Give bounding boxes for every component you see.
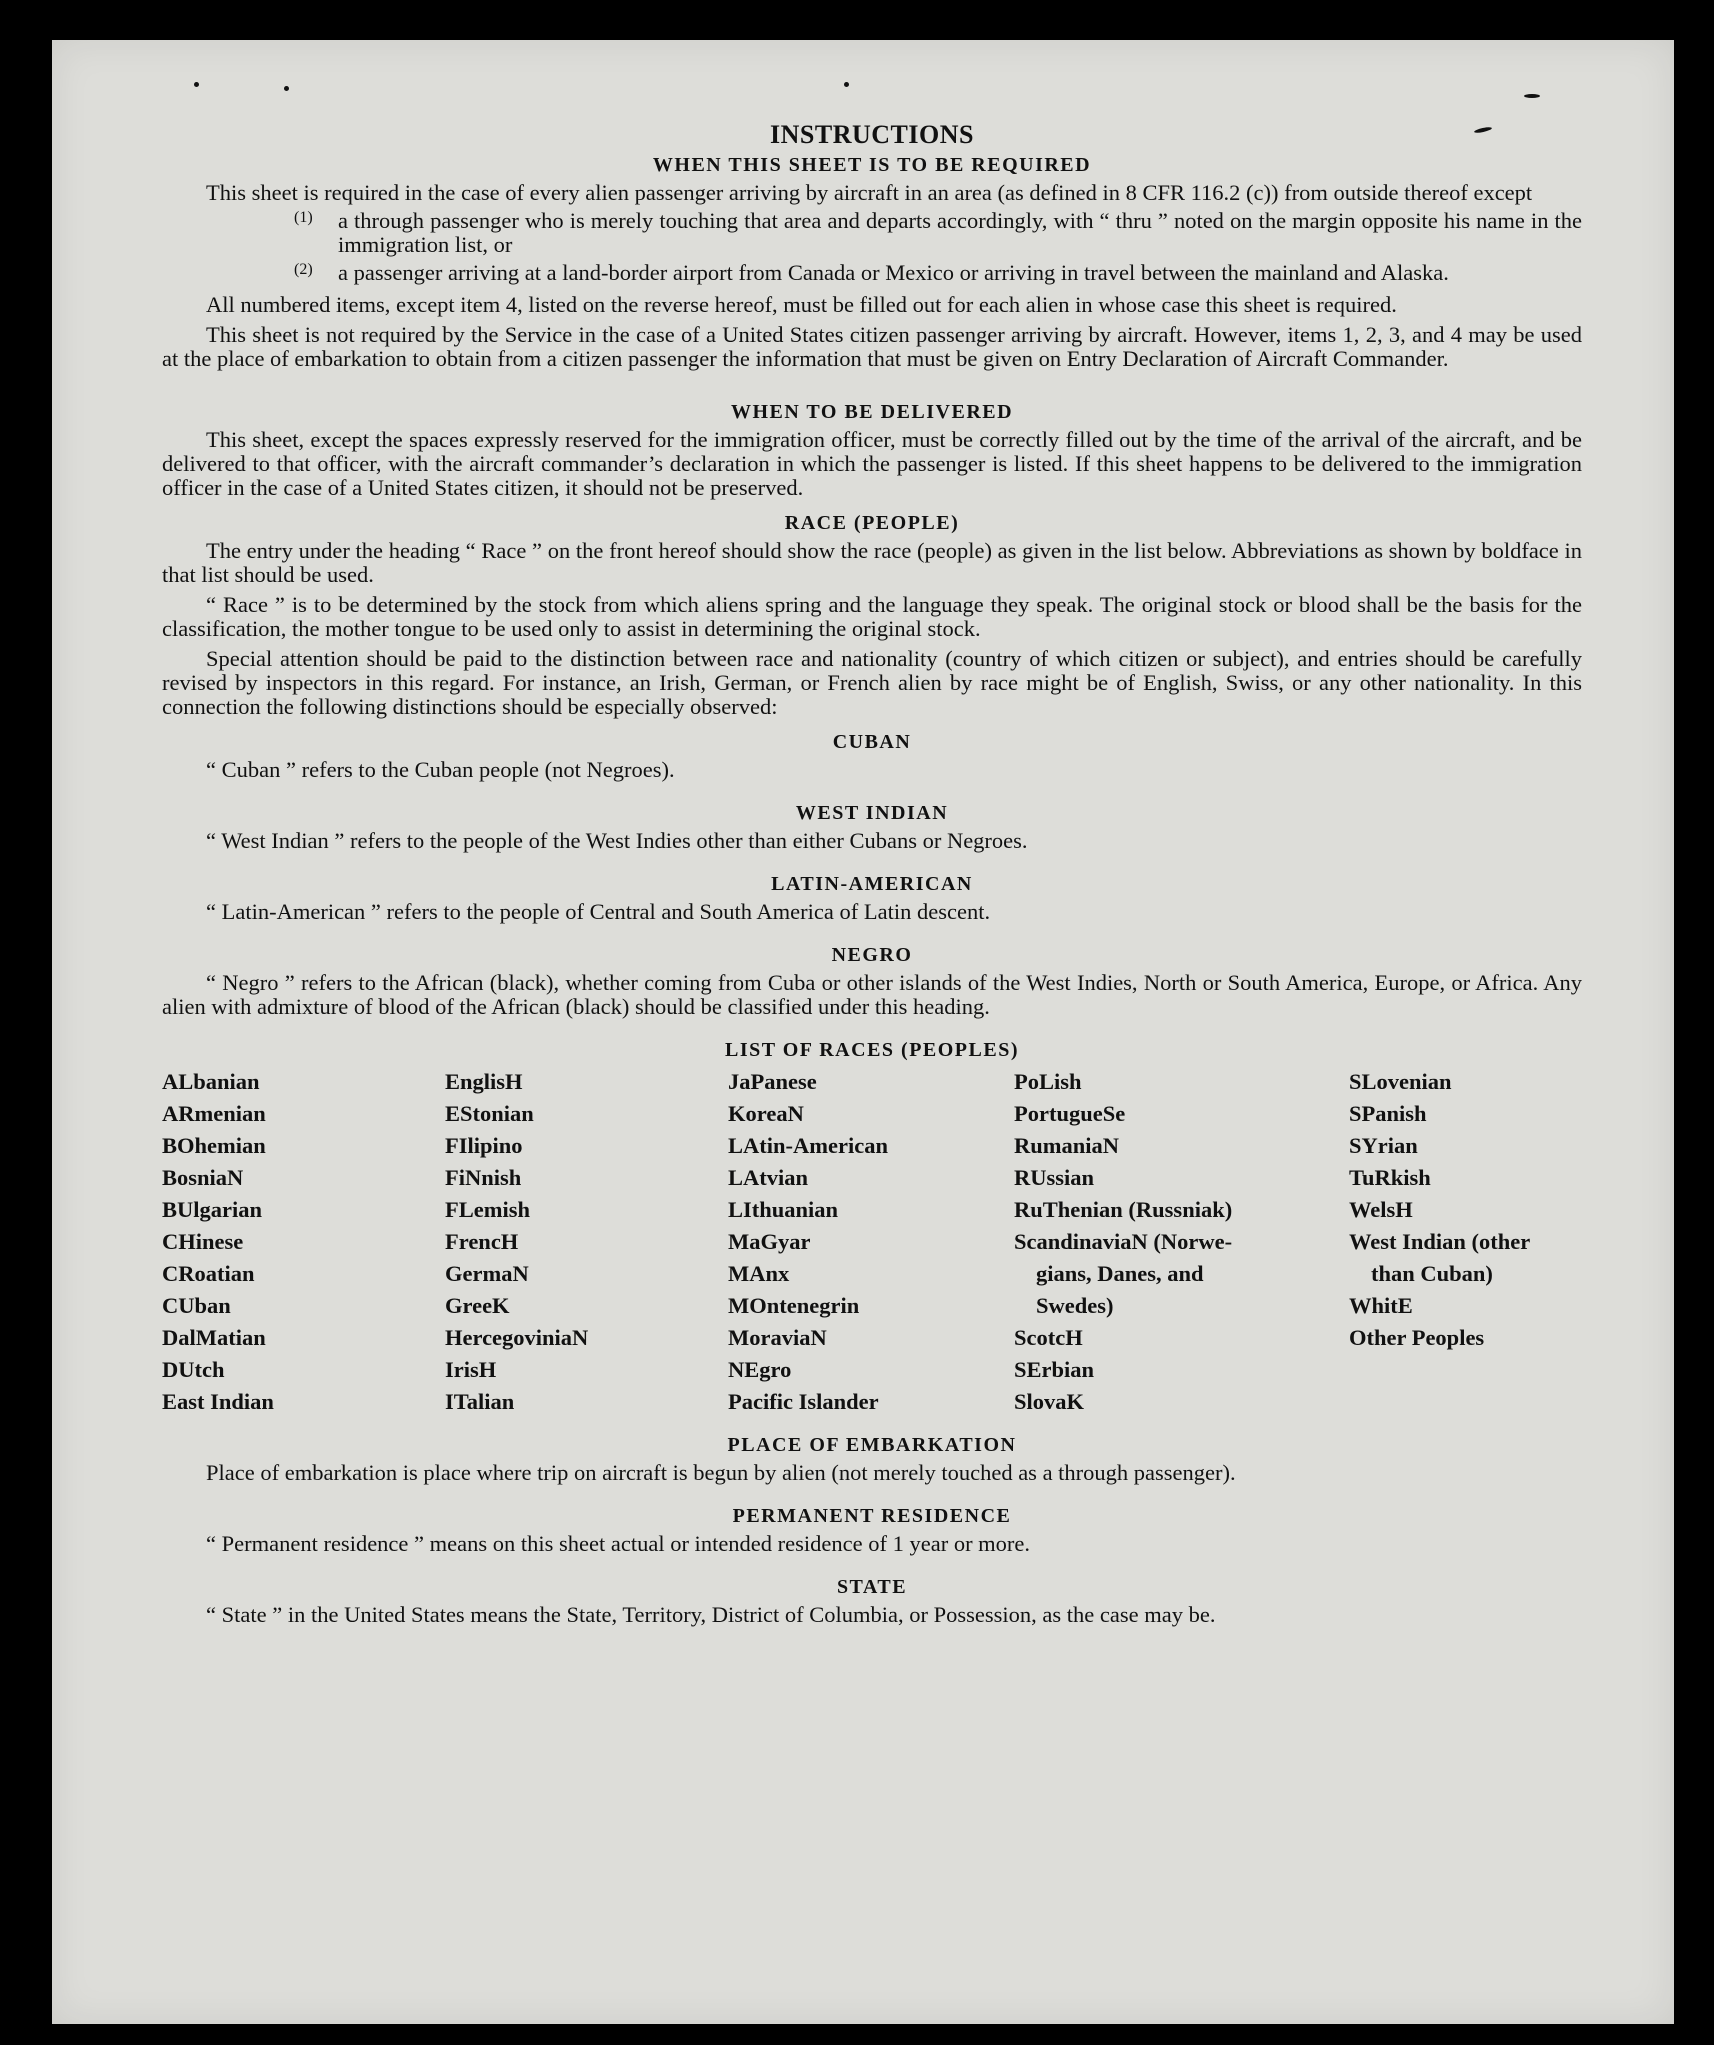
latin-american-text: “ Latin-American ” refers to the people of Central and South America of Latin descent. [206, 899, 991, 924]
instructions-content [162, 120, 1582, 1627]
cuban-text: “ Cuban ” refers to the Cuban people (not Negroes). [206, 757, 675, 782]
race-entry: SPanish [1349, 1101, 1427, 1126]
race-entry: SlovaK [1014, 1389, 1085, 1414]
section-heading-latin-american: LATIN-AMERICAN [771, 873, 973, 895]
race-entry: EnglisH [445, 1069, 523, 1094]
race-entry: NEgro [728, 1357, 792, 1382]
race-entry: SYrian [1349, 1133, 1418, 1158]
race-entry: ALbanian [162, 1069, 260, 1094]
races-column-1 [162, 1066, 445, 1418]
section-heading-west-indian: WEST INDIAN [795, 802, 949, 824]
race-entry: EStonian [445, 1101, 534, 1126]
embarkation-text: Place of embarkation is place where trip on aircraft is begun by alien (not merely touched as a through passenger). [206, 1460, 1236, 1485]
race-entry: WhitE [1349, 1293, 1413, 1318]
race-entry: BosniaN [162, 1165, 244, 1190]
race-entry: JaPanese [728, 1069, 817, 1094]
exception-item [294, 261, 1582, 285]
race-entry-continued: gians, Danes, and [1036, 1261, 1204, 1286]
negro-text: “ Negro ” refers to the African (black), whether coming from Cuba or other islands of the West Indies, North or South America, Europe, or Africa. Any alien with admixture of blood of the African (black) should be classified under this heading. [162, 970, 1582, 1019]
exception-number: (2) [294, 261, 313, 278]
race-entry: DalMatian [162, 1325, 266, 1350]
races-list [162, 1066, 1582, 1418]
race-paragraph-3: Special attention should be paid to the distinction between race and nationality (country of which citizen or subject), and entries should be carefully revised by inspectors in this regard. For instance, an Irish, German, or French alien by race might be of English, Swiss, or any other nationality. In this connection the following distinctions should be especially observed: [162, 646, 1582, 719]
section-heading-when-delivered: WHEN TO BE DELIVERED [730, 401, 1014, 423]
race-entry: RumaniaN [1014, 1133, 1120, 1158]
race-entry: FiNnish [445, 1165, 522, 1190]
race-entry-continued: Swedes) [1036, 1293, 1114, 1318]
race-entry: ScotcH [1014, 1325, 1083, 1350]
race-entry: FrencH [445, 1229, 519, 1254]
exception-text: a through passenger who is merely touching that area and departs accordingly, with “ thru ” noted on the margin opposite his name in the immigration list, or [338, 208, 1582, 257]
races-column-2 [445, 1066, 728, 1418]
west-indian-text: “ West Indian ” refers to the people of the West Indies other than either Cubans or Negroes. [206, 828, 1028, 853]
race-entry: GreeK [445, 1293, 510, 1318]
race-entry: CRoatian [162, 1261, 255, 1286]
race-entry-continued: than Cuban) [1371, 1261, 1493, 1286]
race-entry: LAtvian [728, 1165, 809, 1190]
race-entry: MAnx [728, 1261, 790, 1286]
race-entry: East Indian [162, 1389, 274, 1414]
exception-number: (1) [294, 209, 313, 226]
section-heading-race: RACE (PEOPLE) [784, 512, 960, 534]
race-entry: PortugueSe [1014, 1101, 1126, 1126]
race-entry: West Indian (other [1349, 1229, 1531, 1254]
race-entry: WelsH [1349, 1197, 1413, 1222]
race-entry: FIlipino [445, 1133, 523, 1158]
race-entry: SLovenian [1349, 1069, 1452, 1094]
exception-item [294, 209, 1582, 257]
race-entry: FLemish [445, 1197, 531, 1222]
section-heading-state: STATE [836, 1576, 908, 1598]
speck-mark [1524, 94, 1540, 98]
race-entry: BOhemian [162, 1133, 266, 1158]
races-column-5 [1349, 1066, 1589, 1418]
race-entry: LAtin-American [728, 1133, 888, 1158]
races-column-4 [1014, 1066, 1349, 1418]
race-entry: MaGyar [728, 1229, 811, 1254]
race-entry: DUtch [162, 1357, 225, 1382]
residence-text: “ Permanent residence ” means on this sheet actual or intended residence of 1 year or more. [206, 1531, 1031, 1556]
citizen-paragraph: This sheet is not required by the Service in the case of a United States citizen passenger arriving by aircraft. However, items 1, 2, 3, and 4 may be used at the place of embarkation to obtain from a citizen passenger the information that must be given on Entry Declaration of Aircraft Commander. [162, 322, 1582, 371]
document-page [52, 40, 1674, 2024]
race-entry: MoraviaN [728, 1325, 827, 1350]
race-entry: BUlgarian [162, 1197, 263, 1222]
race-entry: LIthuanian [728, 1197, 839, 1222]
section-heading-embarkation: PLACE OF EMBARKATION [727, 1434, 1017, 1456]
race-entry: CUban [162, 1293, 231, 1318]
race-paragraph-2: “ Race ” is to be determined by the stock from which aliens spring and the language they speak. The original stock or blood shall be the basis for the classification, the mother tongue to be used only to assist in determining the original stock. [162, 592, 1582, 641]
section-heading-residence: PERMANENT RESIDENCE [732, 1505, 1012, 1527]
speck-mark [844, 82, 849, 87]
when-delivered-text: This sheet, except the spaces expressly reserved for the immigration officer, must be correctly filled out by the time of the arrival of the aircraft, and be delivered to that officer, with the aircraft commander’s declaration in which the passenger is listed. If this sheet happens to be delivered to the immigration officer in the case of a United States citizen, it should not be preserved. [162, 427, 1582, 500]
race-entry: RUssian [1014, 1165, 1095, 1190]
section-heading-when-required: WHEN THIS SHEET IS TO BE REQUIRED [652, 154, 1092, 176]
race-entry: RuThenian (Russniak) [1014, 1197, 1233, 1222]
section-heading-cuban: CUBAN [832, 731, 912, 753]
race-entry: Other Peoples [1349, 1325, 1485, 1350]
speck-mark [194, 82, 199, 87]
race-entry: ARmenian [162, 1101, 266, 1126]
when-required-intro: This sheet is required in the case of every alien passenger arriving by aircraft in an area (as defined in 8 CFR 116.2 (c)) from outside thereof except [206, 180, 1533, 205]
races-column-3 [728, 1066, 1014, 1418]
section-heading-races: LIST OF RACES (PEOPLES) [724, 1039, 1019, 1061]
race-entry: CHinese [162, 1229, 244, 1254]
speck-mark [284, 86, 289, 91]
race-entry: SErbian [1014, 1357, 1095, 1382]
race-entry: GermaN [445, 1261, 529, 1286]
section-heading-negro: NEGRO [831, 944, 913, 966]
page-title: INSTRUCTIONS [770, 120, 974, 149]
race-entry: TuRkish [1349, 1165, 1431, 1190]
race-paragraph-1: The entry under the heading “ Race ” on the front hereof should show the race (people) as given in the list below. Abbreviations as shown by boldface in that list should be used. [162, 538, 1582, 587]
race-entry: IrisH [445, 1357, 497, 1382]
race-entry: HercegoviniaN [445, 1325, 589, 1350]
race-entry: MOntenegrin [728, 1293, 860, 1318]
numbered-items-paragraph: All numbered items, except item 4, listed on the reverse hereof, must be filled out for each alien in whose case this sheet is required. [206, 292, 1397, 317]
exception-text: a passenger arriving at a land-border airport from Canada or Mexico or arriving in travel between the mainland and Alaska. [338, 260, 1449, 285]
race-entry: KoreaN [728, 1101, 804, 1126]
race-entry: PoLish [1014, 1069, 1082, 1094]
race-entry: Pacific Islander [728, 1389, 879, 1414]
race-entry: ScandinaviaN (Norwe- [1014, 1229, 1233, 1254]
race-entry: ITalian [445, 1389, 515, 1414]
state-text: “ State ” in the United States means the State, Territory, District of Columbia, or Possession, as the case may be. [206, 1602, 1216, 1627]
